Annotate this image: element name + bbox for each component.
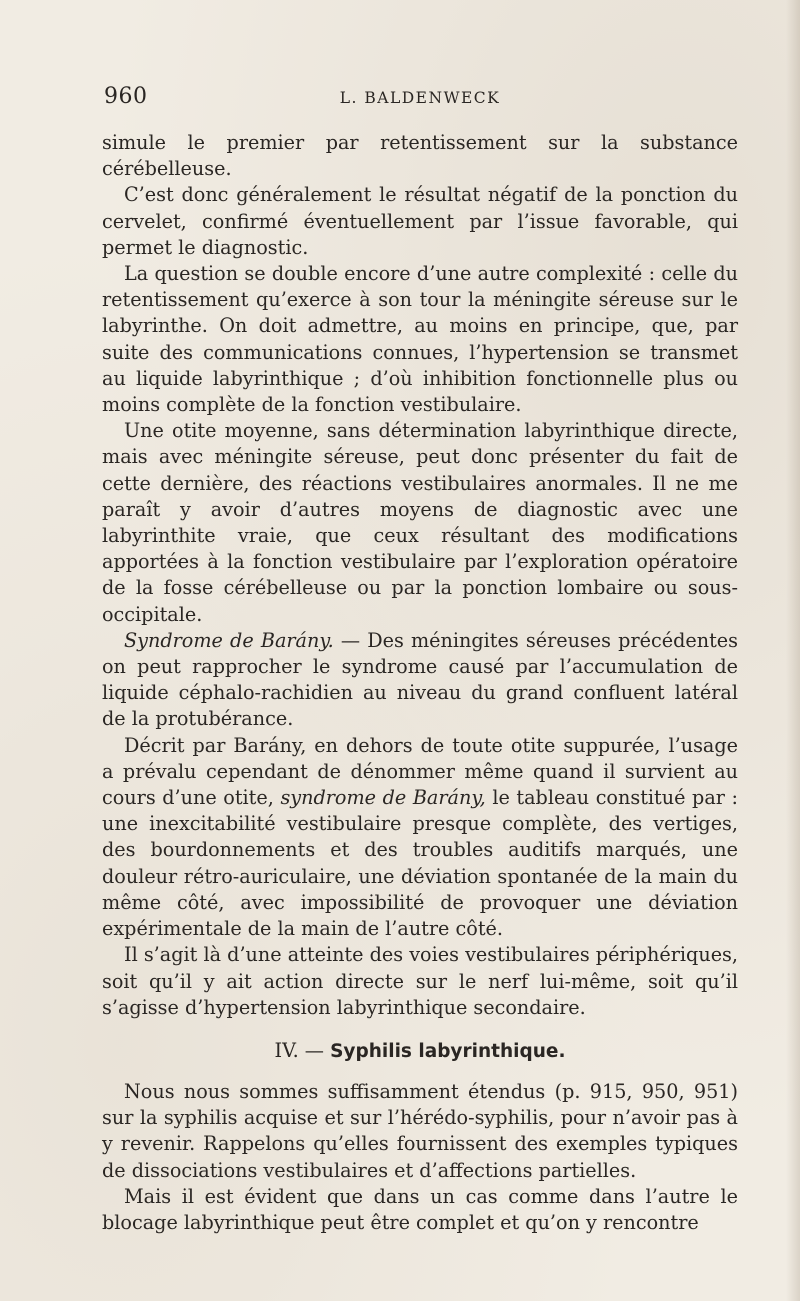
- paragraph: La question se double encore d’une autre complexité : celle du retentissement qu’exerce à son tour la méningite séreuse sur le labyrinthe. On doit admettre, au moins en principe, que, par suite des communications connues, l’hypertension se transmet au liquide labyrinthique ; d’où inhibition fonctionnelle plus ou moins complète de la fonction vestibulaire.: [102, 262, 738, 417]
- paragraph-text: le tableau constitué par : une inexcitabilité vestibulaire presque complète, des vertiges, des bourdonnements et des troubles auditifs marqués, une douleur rétro-auriculaire, une déviation spontanée de la main du même côté, avec impossibilité de provoquer une déviation expérimentale de la main de l’autre côté.: [102, 786, 738, 941]
- paragraph-text: Décrit par Barány, en dehors de toute otite suppurée, l’usage a prévalu cependant de dénommer même quand il survient au cours d’une otite,: [102, 733, 738, 810]
- paragraph: Il s’agit là d’une atteinte des voies vestibulaires périphériques, soit qu’il y ait action directe sur le nerf lui-même, soit qu’il s’agisse d’hypertension labyrinthique secondaire.: [102, 943, 738, 1019]
- running-title: L. BALDENWECK: [339, 89, 501, 107]
- paragraph-barany: [102, 628, 738, 733]
- page-number: 960: [104, 84, 148, 109]
- page-edge-shadow: [786, 0, 800, 1301]
- body-text: [102, 130, 738, 1236]
- section-heading: [102, 1038, 738, 1065]
- paragraph: Une otite moyenne, sans détermination labyrinthique directe, mais avec méningite séreuse, peut donc présenter du fait de cette dernière, des réactions vestibulaires anormales. Il ne me paraît y avoir d’autres moyens de diagnostic avec une labyrinthite vraie, que ceux résultant des modifications apportées à la fonction vestibulaire par l’exploration opératoire de la fosse cérébelleuse ou par la ponction lombaire ou sous-occipitale.: [102, 419, 738, 626]
- paragraph-run-title: Syndrome de Barány.: [124, 628, 334, 652]
- page-content: [102, 84, 738, 1236]
- section-number: IV. —: [274, 1038, 324, 1062]
- paragraph-continued: Mais il est évident que dans un cas comme dans l’autre le blocage labyrinthique peut être complet et qu’on y rencontre: [102, 1184, 738, 1234]
- paragraph-run-text: — Des méningites séreuses précédentes on peut rapprocher le syndrome causé par l’accumulation de liquide céphalo-rachidien au niveau du grand confluent latéral de la protubérance.: [102, 628, 738, 731]
- paragraph-barany-description: [102, 733, 738, 943]
- paragraph-continuation: simule le premier par retentissement sur la substance cérébelleuse.: [102, 131, 738, 181]
- running-head: [102, 84, 738, 118]
- italic-term: syndrome de Barány,: [280, 786, 486, 810]
- section-title: Syphilis labyrinthique.: [330, 1040, 566, 1062]
- paragraph: Nous nous sommes suffisamment étendus (p. 915, 950, 951) sur la syphilis acquise et sur l’hérédo-syphilis, pour n’avoir pas à y revenir. Rappelons qu’elles fournissent des exemples typiques de dissociations vestibulaires et d’affections partielles.: [102, 1079, 738, 1182]
- paragraph: C’est donc généralement le résultat négatif de la ponction du cervelet, confirmé éventuellement par l’issue favorable, qui permet le diagnostic.: [102, 183, 738, 259]
